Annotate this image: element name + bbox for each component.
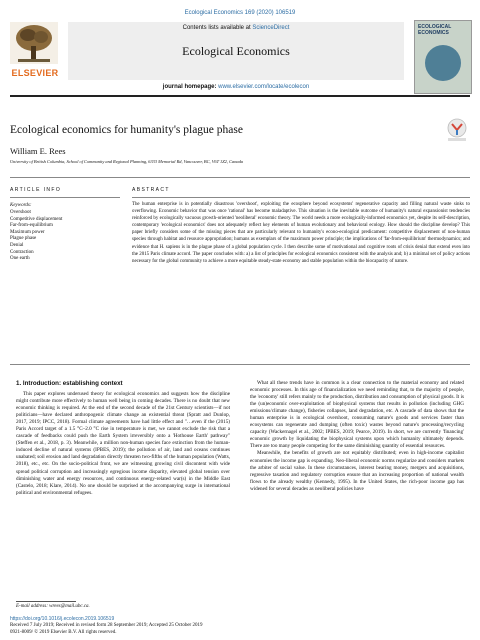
- abstract-rule: [132, 197, 470, 198]
- paragraph: This paper explores underused theory for ecological economics and suggests how the discipline might contribute more effectively to human well being in coming decades. There is no doubt that new economic thinking is required. At the end of the second decade of the 21st Century scientists—if not politicians—have declared anthropogenic climate change an existential threat (Spratt and Dunlop, 2017, 2019; IPCC, 2018). Formal climate agreements have had little effect and "…even if the (2015) Paris Accord target of a 1.5 °C–2.0 °C rise in temperature is met, we cannot exclude the risk that a cascade of feedbacks could push the Earth System irreversibly onto a 'Hothouse Earth' pathway" (Steffen et al., 2018, p. 3). Meanwhile, a million non-human species face extinction from the human-induced decline of natural systems (IPBES, 2019); the pollution of air, land and oceans continues unabated; soil erosion and land degradation directly threaten two-fifths of the human population (Watts, 2018), etc., etc. On the socio-political front, we are witnessing growing civil discontent with wide spread political corruption and increasingly egregious income disparity, elevated global tension over diminishing water and energy resources, and continuous energy-related war(s) in the Middle East (Castelo, 2018; Klare, 2014). No one should be surprised at the accompanying surge in international political and environmental refugees.: [16, 391, 230, 496]
- journal-cover[interactable]: [414, 20, 472, 94]
- cover-title-line2: ECONOMICS: [418, 29, 449, 36]
- sciencedirect-link[interactable]: ScienceDirect: [252, 25, 290, 31]
- body-column-right: [250, 380, 464, 493]
- affiliation: University of British Columbia, School of Community and Regional Planning, 6333 Memorial Rd, Vancouver, BC, V6T 1Z2, Canada: [10, 159, 243, 164]
- paper-title: Ecological economics for humanity's plague phase: [10, 124, 243, 136]
- keyword: Plague phase: [10, 236, 37, 242]
- cover-title: [418, 25, 468, 36]
- paragraph: What all these trends have in common is a clear connection to the material economy and related economic processes. In this age of financialization we need reminding that, to the majority of people, the 'economy' still refers mainly to the production, distribution and consumption of physical goods. It is the (un)economic over-exploitation of biophysical systems that results in pollution (including GHG emissions/climate change), fisheries collapses, land degradation, etc. A cascade of data shows that the human enterprise is in ecological overshoot, consuming nature's goods and services faster than ecosystems can regenerate and dumping (often toxic) wastes beyond nature's processing/recycling capacity (Wackernagel et al., 2002; IPBES, 2019; Pearce, 2019). In short, we are currently 'financing' economic growth by liquidating the biophysical systems upon which humanity ultimately depends. There are too many people competing for the same diminishing quantity of essential resources.: [250, 380, 464, 450]
- abstract-end-rule: [10, 364, 470, 365]
- header-rule: [10, 95, 470, 97]
- crossmark-icon[interactable]: [446, 118, 468, 142]
- keyword: Far-from-equilibrium: [10, 223, 53, 229]
- footnote-email: E-mail address: wrees@mail.ubc.ca.: [16, 604, 90, 609]
- elsevier-tree-icon: [10, 22, 58, 64]
- journal-title: Ecological Economics: [182, 44, 290, 58]
- keyword: One earth: [10, 256, 30, 262]
- paragraph: Meanwhile, the benefits of growth are not equitably distributed; even in high-income capitalist economies the income gap is expanding. Neo-liberal economic norms regularize and considers markets the arbiter of social value. In these circumstances, interest bearing money, mergers and acquisitions, regressive taxation and regulatory corruption ensure that an increasing proportion of national wealth flows to the already wealthy (Kennedy, 1995). In the United States, the rich-poor income gap has widened for several decades as neoliberal policies have: [250, 450, 464, 492]
- body-text: [250, 380, 464, 493]
- publisher-logo: ELSEVIER: [11, 68, 59, 78]
- received-dates: Received 7 July 2019; Received in revised form 28 September 2019; Accepted 25 October 2019: [10, 623, 203, 628]
- section-rule: [10, 177, 470, 178]
- article-info-heading: ARTICLE INFO: [10, 187, 62, 193]
- article-info-rule: [10, 197, 120, 198]
- keyword: Denial: [10, 242, 24, 248]
- running-header: Ecological Economics 169 (2020) 106519: [184, 10, 296, 16]
- issn-copyright: 0921-8009/ © 2019 Elsevier B.V. All rights reserved.: [10, 630, 117, 635]
- keyword: Overshoot: [10, 210, 31, 215]
- keywords-label: Keywords:: [10, 203, 32, 208]
- abstract-text: The human enterprise is in potentially disastrous 'overshoot', exploiting the ecosphere beyond ecosystems' regenerative capacity and filling natural waste sinks to overflowing. Economic behavior that was once 'rational' has become maladaptive. This situation is the inevitable outcome of humanity's natural expansionist tendencies reinforced by ecologically vacuous growth-oriented 'neoliberal' economic theory. The world needs a more ecologically-informed economics yet, despite its self-description, contemporary 'ecological economics' does not adequately reflect key elements of human evolutionary and behavioral ecology. How should the discipline develop? This paper briefly considers some of the missing pieces that are particularly relevant to humanity's econo-ecological predicament: competitive displacement of non-human species through habitat and resource appropriation; humans as exemplars of the maximum power principle; the implications of 'far-from-equilibrium' thermodynamics; and evidence that H. sapiens is in the plague phase of a global population cycle. I then describe some of motivational and cognitive roots of crisis denial that extend even into the 2015 Paris climate accord. The paper concludes with: a) a list of principles for ecological economics consistent with the analysis and; b) a minimal set of policy actions necessary for the global community to achieve a more equitable steady-state economy and stable population within the biocapacity of nature.: [132, 202, 470, 264]
- keyword: Maximum power: [10, 229, 45, 235]
- footnote-rule: [16, 601, 76, 602]
- body-text: [16, 391, 230, 497]
- abstract-heading: ABSTRACT: [132, 187, 170, 193]
- authors: William E. Rees: [10, 146, 66, 156]
- journal-homepage: [68, 84, 404, 90]
- keyword: Competitive displacement: [10, 216, 63, 222]
- section-heading: 1. Introduction: establishing context: [16, 380, 123, 387]
- homepage-prefix: journal homepage:: [162, 84, 219, 90]
- keywords-list: [10, 210, 120, 263]
- body-column-left: [16, 380, 230, 497]
- doi-link[interactable]: https://doi.org/10.1016/j.ecolecon.2019.106519: [10, 616, 115, 622]
- cover-title-line1: ECOLOGICAL: [418, 24, 452, 30]
- cover-image: [425, 45, 461, 81]
- contents-prefix: Contents lists available at: [182, 25, 253, 31]
- homepage-link[interactable]: www.elsevier.com/locate/ecolecon: [218, 84, 310, 90]
- keyword: Contraction: [10, 249, 34, 255]
- contents-line: [68, 25, 404, 31]
